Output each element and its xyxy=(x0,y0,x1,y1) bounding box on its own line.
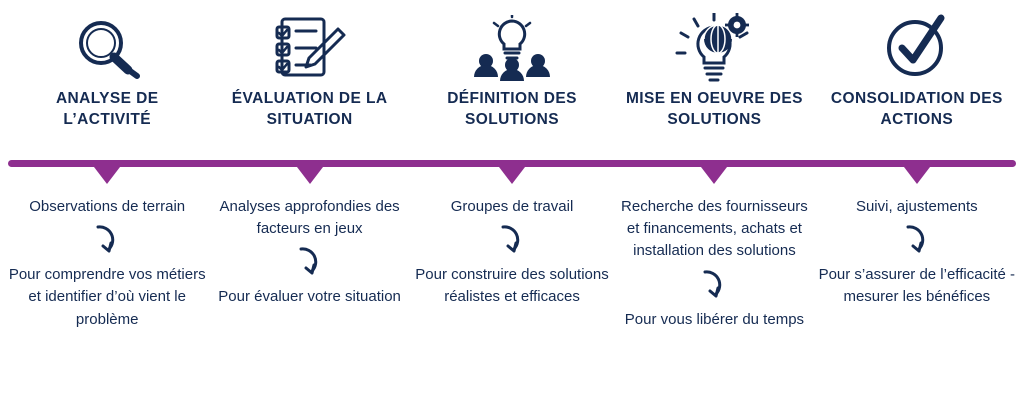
step-3 xyxy=(411,0,613,131)
checklist-pencil-icon xyxy=(272,0,348,86)
step-purpose: Pour s’assurer de l’efficacité - mesurer les bénéfices xyxy=(818,266,1016,306)
step-description: Recherche des fournisseurs et financements, achats et installation des solutions xyxy=(621,198,808,260)
lightbulb-people-icon xyxy=(464,0,560,86)
timeline-arrow-4 xyxy=(613,167,815,184)
step-1-details xyxy=(6,196,208,331)
step-purpose: Pour évaluer votre situation xyxy=(218,288,401,306)
step-purpose: Pour construire des solutions réalistes et efficaces xyxy=(415,266,609,306)
step-3-details xyxy=(411,196,613,331)
step-purpose: Pour vous libérer du temps xyxy=(624,310,805,328)
timeline-arrow-1 xyxy=(6,167,208,184)
step-2-details xyxy=(208,196,410,331)
step-description: Observations de terrain xyxy=(29,198,186,215)
timeline-arrow-3 xyxy=(411,167,613,184)
step-title: ANALYSE DE L’ACTIVITÉ xyxy=(55,90,159,129)
magnifier-icon xyxy=(70,0,144,86)
step-title: CONSOLIDATION DES ACTIONS xyxy=(830,90,1003,129)
step-description: Suivi, ajustements xyxy=(855,198,978,215)
timeline-bar xyxy=(8,160,1016,167)
step-title: DÉFINITION DES SOLUTIONS xyxy=(447,90,577,129)
step-description: Analyses approfondies des facteurs en jeux xyxy=(219,198,400,238)
curved-arrow-icon xyxy=(208,240,410,286)
curved-arrow-icon xyxy=(411,218,613,264)
timeline-arrows xyxy=(0,167,1024,184)
timeline-arrow-2 xyxy=(208,167,410,184)
timeline-arrow-5 xyxy=(816,167,1018,184)
curved-arrow-icon xyxy=(613,263,815,309)
curved-arrow-icon xyxy=(816,218,1018,264)
step-title: MISE EN OEUVRE DES SOLUTIONS xyxy=(625,90,803,129)
step-title: ÉVALUATION DE LA SITUATION xyxy=(231,90,388,129)
step-description: Groupes de travail xyxy=(450,198,574,215)
descriptions-row xyxy=(0,196,1024,331)
step-purpose: Pour comprendre vos métiers et identifier d’où vient le problème xyxy=(8,266,206,328)
step-4-details xyxy=(613,196,815,331)
step-4 xyxy=(613,0,815,131)
step-1 xyxy=(6,0,208,131)
lightbulb-gear-globe-icon xyxy=(671,0,757,86)
check-circle-icon xyxy=(881,0,953,86)
steps-row xyxy=(0,0,1024,131)
step-5 xyxy=(816,0,1018,131)
curved-arrow-icon xyxy=(6,218,208,264)
step-2 xyxy=(208,0,410,131)
step-5-details xyxy=(816,196,1018,331)
